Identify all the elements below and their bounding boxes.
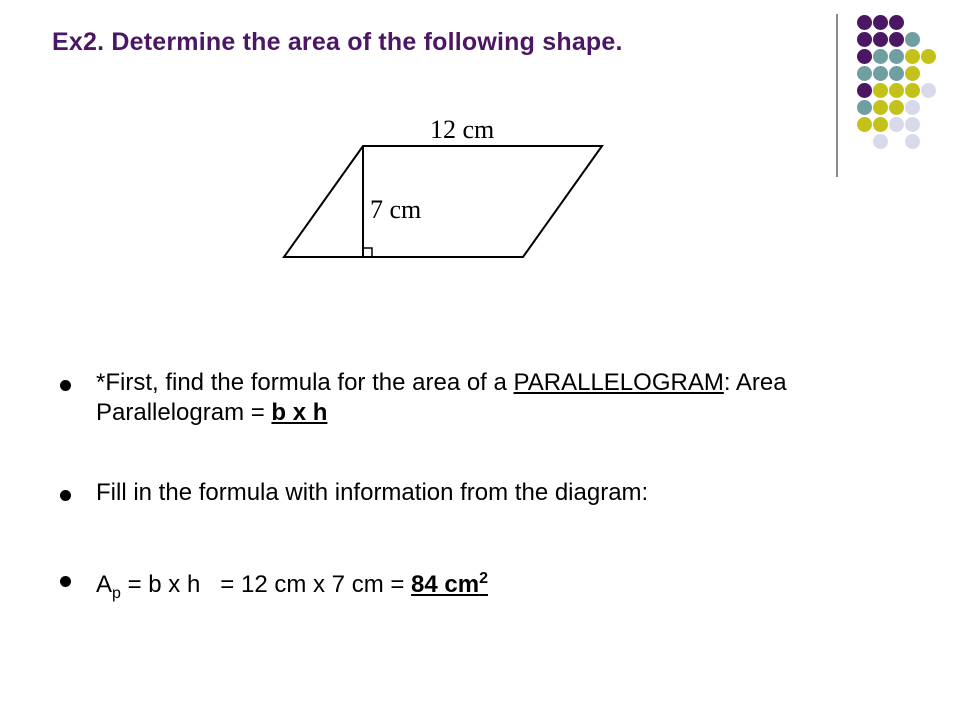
bullet-icon <box>60 380 71 391</box>
dot <box>873 32 888 47</box>
dot <box>921 49 936 64</box>
dot <box>857 32 872 47</box>
bullet-fill-in <box>60 478 920 508</box>
divider-line <box>836 14 838 177</box>
result-text <box>411 571 488 598</box>
calculation-text: = b x h = 12 cm x 7 cm = <box>120 571 412 598</box>
area-symbol: A <box>96 571 113 598</box>
dot <box>889 49 904 64</box>
dot <box>905 83 920 98</box>
bullet-formula <box>60 368 920 428</box>
dot <box>921 83 936 98</box>
dot <box>873 100 888 115</box>
bullet-list <box>60 368 920 609</box>
dot <box>857 117 872 132</box>
dot <box>873 15 888 30</box>
dot <box>905 100 920 115</box>
dot <box>857 83 872 98</box>
dot <box>857 15 872 30</box>
parallelogram-diagram <box>270 105 620 275</box>
dot <box>889 100 904 115</box>
bullet-text: Fill in the formula with information from the diagram: <box>96 479 649 506</box>
formula-text: b x h <box>271 399 328 426</box>
bullet-text: *First, find the formula for the area of a <box>96 369 514 396</box>
result-exponent: 2 <box>479 570 489 587</box>
result-value: 84 cm <box>411 571 480 598</box>
base-label: 12 cm <box>430 115 495 144</box>
dot <box>889 32 904 47</box>
dot <box>873 49 888 64</box>
dot <box>857 100 872 115</box>
dot <box>905 134 920 149</box>
bullet-text: : Area Parallelogram = <box>96 369 787 426</box>
dot <box>905 117 920 132</box>
dot <box>905 66 920 81</box>
dot <box>889 66 904 81</box>
bullet-icon <box>60 576 71 587</box>
area-subscript: p <box>112 584 121 602</box>
dot <box>873 117 888 132</box>
parallelogram-shape <box>284 146 602 257</box>
dot <box>905 32 920 47</box>
dot <box>889 117 904 132</box>
dot <box>857 49 872 64</box>
dot <box>857 66 872 81</box>
dot <box>873 83 888 98</box>
dot <box>873 66 888 81</box>
right-angle-marker <box>363 248 372 257</box>
height-label: 7 cm <box>370 195 422 224</box>
bullet-calculation <box>60 564 920 609</box>
dot <box>905 49 920 64</box>
dot <box>889 15 904 30</box>
shape-name: PARALLELOGRAM <box>513 369 724 396</box>
dot <box>889 83 904 98</box>
dot <box>873 134 888 149</box>
bullet-icon <box>60 490 71 501</box>
slide-title: Ex2. Determine the area of the following shape. <box>52 28 623 56</box>
